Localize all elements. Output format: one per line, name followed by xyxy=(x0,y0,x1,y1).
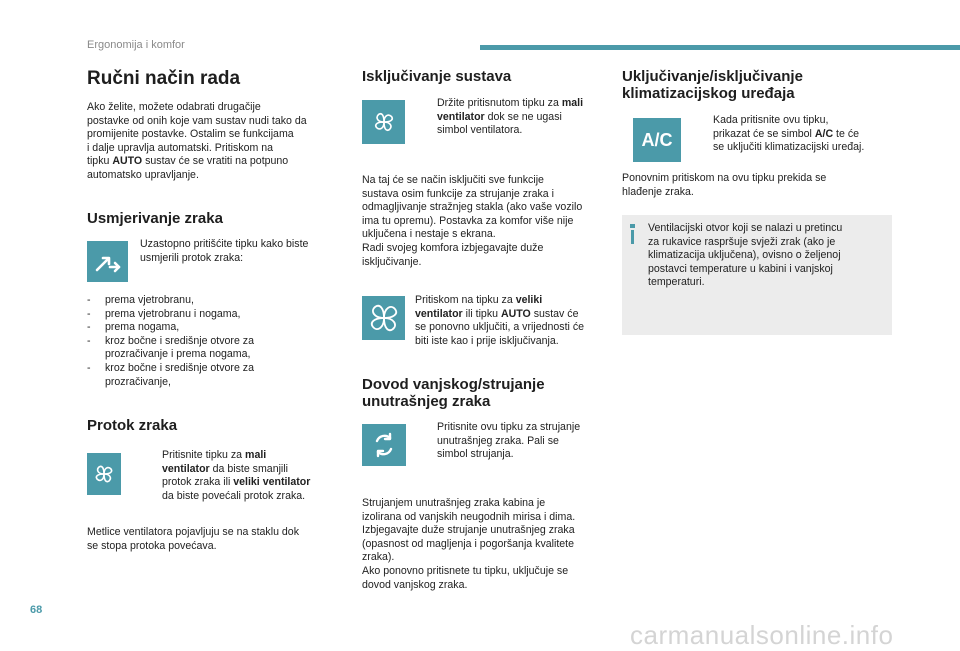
watermark: carmanualsonline.info xyxy=(630,620,894,650)
airflow-direction-text: Uzastopno pritišćite tipku kako biste usmjerili protok zraka: xyxy=(140,238,309,264)
airflow-text: Pritisnite tipku za mali ventilator da biste smanjili protok zraka ili veliki ventilator da biste povećali protok zraka. xyxy=(162,449,311,502)
system-off-text: Držite pritisnutom tipku za mali ventilator dok se ne ugasi simbol ventilatora. xyxy=(437,97,584,137)
heading-recirculation: Dovod vanjskog/strujanje unutrašnjeg zraka xyxy=(362,376,545,410)
info-icon xyxy=(630,224,635,228)
recirculation-text: Pritisnite ovu tipku za strujanje unutrašnjeg zraka. Pali se simbol strujanja. xyxy=(437,421,581,461)
ac-text: Kada pritisnite ovu tipku, prikazat će se simbol A/C te će se uključiti klimatizacijski uređaj. xyxy=(713,114,865,154)
list-item: - prema vjetrobranu i nogama, xyxy=(87,308,297,322)
list-item: - kroz bočne i središnje otvore za prozračivanje i prema nogama, xyxy=(87,335,297,362)
header-bar xyxy=(480,45,960,50)
ac-icon: A/C xyxy=(633,118,681,162)
list-item: - kroz bočne i središnje otvore za prozračivanje, xyxy=(87,362,297,389)
airflow-distribution-icon xyxy=(87,241,128,282)
airflow-note: Metlice ventilatora pojavljuju se na staklu dok se stopa protoka povećava. xyxy=(87,526,299,552)
fan-small-icon xyxy=(362,100,405,144)
heading-ac: Uključivanje/isključivanje klimatizacijskog uređaja xyxy=(622,68,803,102)
info-text: Ventilacijski otvor koji se nalazi u pretincu za rukavice raspršuje svježi zrak (ako je klimatizacija uključena), ovisno o željenoj postavci temperature u kabini i vanjskoj temperaturi. xyxy=(648,222,843,289)
heading-airflow-direction: Usmjerivanje zraka xyxy=(87,210,223,227)
page-title: Ručni način rada xyxy=(87,68,241,89)
heading-system-off: Isključivanje sustava xyxy=(362,68,512,85)
section-label: Ergonomija i komfor xyxy=(87,39,185,51)
heading-airflow: Protok zraka xyxy=(87,417,178,434)
fan-large-icon xyxy=(362,296,405,340)
system-off-paragraph: Na taj će se način isključiti sve funkcije sustava osim funkcije za strujanje zraka i odmagljivanje stražnjeg stakla (ako vaše vozilo ima tu opremu). Postavka za komfor više nije uključena i nestaje s ekrana. Radi svojeg komfora izbjegavajte duže isključivanje. xyxy=(362,174,583,268)
fan-icon xyxy=(87,453,121,495)
info-icon-bar xyxy=(631,230,634,244)
list-item: - prema vjetrobranu, xyxy=(87,294,297,308)
page-number: 68 xyxy=(30,604,43,616)
system-on-text: Pritiskom na tipku za veliki ventilator ili tipku AUTO sustav će se ponovno uključiti, a vrijednosti će biti iste kao i prije isključivanja. xyxy=(415,294,585,347)
ac-paragraph: Ponovnim pritiskom na ovu tipku prekida se hlađenje zraka. xyxy=(622,172,827,198)
intro-paragraph: Ako želite, možete odabrati drugačije postavke od onih koje vam sustav nudi tako da promijenite postavke. Ostalim se funkcijama i dalje upravlja automatski. Pritiskom na tipku AUTO sustav će se vratiti na potpuno automatsko upravljanje. xyxy=(87,101,307,181)
recirculation-icon xyxy=(362,424,406,466)
airflow-direction-list xyxy=(87,294,297,389)
recirculation-paragraph: Strujanjem unutrašnjeg zraka kabina je izolirana od vanjskih neugodnih mirisa i dima. Izbjegavajte duže strujanje unutrašnjeg zraka (opasnost od magljenja i pogoršanja kvalitete zraka). Ako ponovno pritisnete tu tipku, uključuje se dovod vanjskog zraka. xyxy=(362,497,576,591)
list-item: - prema nogama, xyxy=(87,321,297,335)
